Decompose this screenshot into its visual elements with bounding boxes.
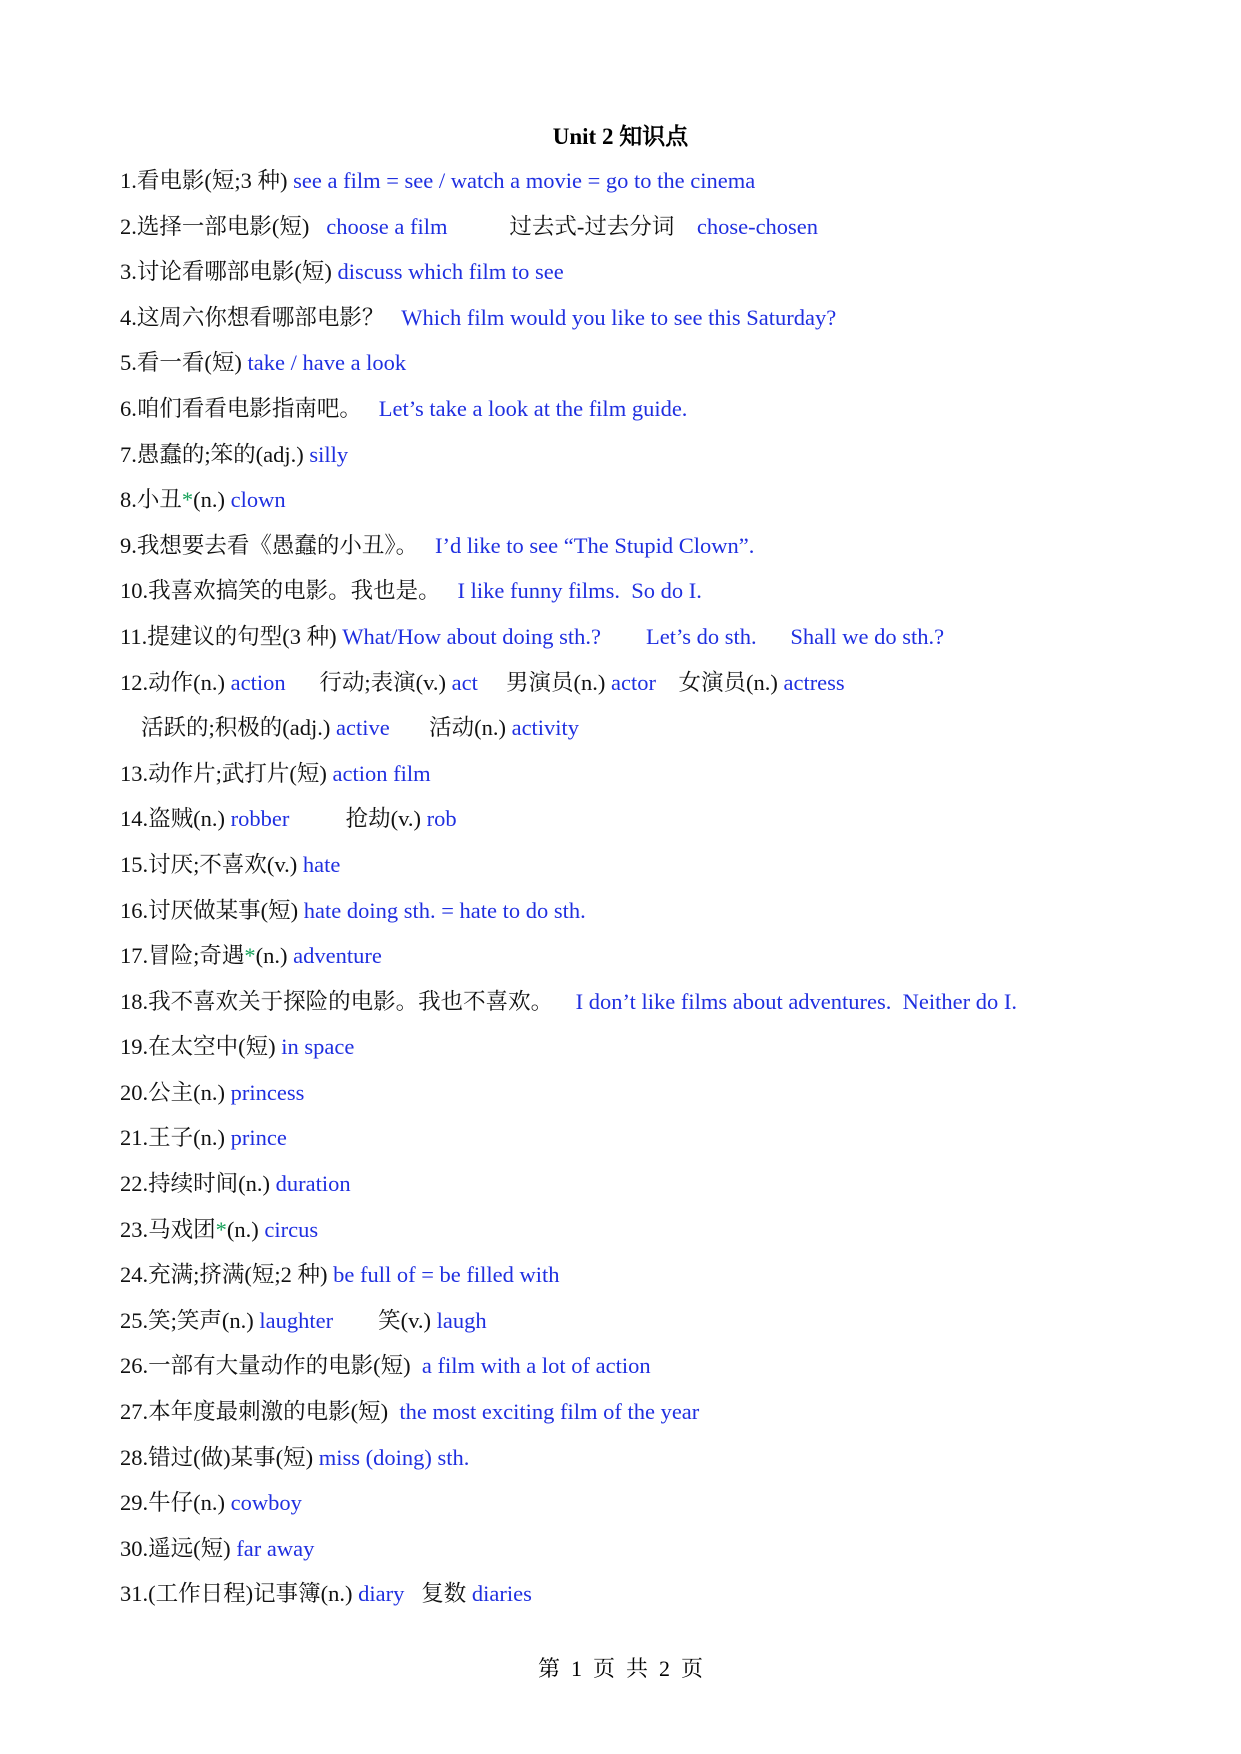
chinese-text: 26.一部有大量动作的电影(短) xyxy=(120,1353,422,1379)
english-answer: in space xyxy=(281,1034,355,1060)
knowledge-line xyxy=(120,1256,1220,1302)
chinese-text: (n.) xyxy=(255,943,294,969)
chinese-text: 22.持续时间(n.) xyxy=(120,1171,276,1197)
chinese-text: 17.冒险;奇遇 xyxy=(120,943,245,969)
chinese-text: 31.(工作日程)记事簿(n.) xyxy=(120,1581,359,1607)
english-answer: Let’s do sth. xyxy=(646,623,757,649)
chinese-text: 1.看电影(短;3 种) xyxy=(120,168,294,193)
english-answer: silly xyxy=(309,441,349,467)
english-answer: rob xyxy=(426,806,457,832)
chinese-text: (n.) xyxy=(226,1216,265,1242)
chinese-text: 4.这周六你想看哪部电影？ xyxy=(120,304,402,330)
english-answer: laugh xyxy=(436,1307,487,1333)
chinese-text: 30.遥远(短) xyxy=(120,1535,237,1561)
english-answer: I like funny films. So do I. xyxy=(457,578,702,604)
knowledge-line xyxy=(120,1302,1220,1348)
knowledge-line xyxy=(120,1530,1220,1576)
chinese-text: 29.牛仔(n.) xyxy=(120,1490,231,1516)
knowledge-line xyxy=(120,208,1220,254)
english-answer: actor xyxy=(611,669,656,695)
english-answer: What/How about doing sth.? xyxy=(342,623,601,649)
english-answer: prince xyxy=(230,1125,287,1151)
english-answer: action film xyxy=(332,760,431,786)
chinese-text: 13.动作片;武打片(短) xyxy=(120,760,333,786)
knowledge-line xyxy=(120,709,1220,755)
chinese-text: 男演员(n.) xyxy=(477,669,611,695)
knowledge-line xyxy=(120,344,1220,390)
knowledge-line xyxy=(120,937,1220,983)
english-answer: Shall we do sth.? xyxy=(790,623,945,649)
knowledge-line xyxy=(120,800,1220,846)
chinese-text: 23.马戏团 xyxy=(120,1216,216,1242)
knowledge-line xyxy=(120,1211,1220,1257)
knowledge-line xyxy=(120,481,1220,527)
knowledge-line xyxy=(120,1484,1220,1530)
english-answer: circus xyxy=(264,1216,319,1242)
chinese-text: 2.选择一部电影(短) xyxy=(120,213,327,239)
knowledge-line xyxy=(120,618,1220,664)
chinese-text: 14.盗贼(n.) xyxy=(120,806,231,832)
knowledge-line xyxy=(120,1575,1220,1621)
knowledge-line xyxy=(120,572,1220,618)
chinese-text: 10.我喜欢搞笑的电影。我也是。 xyxy=(120,578,458,604)
chinese-text: 19.在太空中(短) xyxy=(120,1034,282,1060)
knowledge-line xyxy=(120,527,1220,573)
chinese-text: 7.愚蠢的;笨的(adj.) xyxy=(120,441,310,467)
english-answer: princess xyxy=(230,1079,305,1105)
knowledge-line xyxy=(120,1119,1220,1165)
chinese-text: 活跃的;积极的(adj.) xyxy=(141,715,336,741)
english-answer: cowboy xyxy=(230,1490,302,1516)
english-answer: diaries xyxy=(471,1581,532,1607)
knowledge-line xyxy=(120,390,1220,436)
english-answer: actress xyxy=(783,669,845,695)
asterisk-mark: * xyxy=(244,943,256,969)
knowledge-line xyxy=(120,755,1220,801)
chinese-text: 抢劫(v.) xyxy=(289,806,427,832)
english-answer: the most exciting film of the year xyxy=(399,1399,700,1425)
english-answer: choose a film xyxy=(326,213,448,239)
knowledge-line xyxy=(120,1074,1220,1120)
asterisk-mark: * xyxy=(181,487,194,513)
knowledge-line xyxy=(120,1347,1220,1393)
page-title: Unit 2 知识点 xyxy=(552,124,689,149)
chinese-text: 12.动作(n.) xyxy=(120,669,231,695)
english-answer: act xyxy=(451,669,478,695)
english-answer: far away xyxy=(236,1535,315,1561)
chinese-text: 8.小丑 xyxy=(120,487,182,513)
knowledge-point-list xyxy=(120,162,1220,1621)
chinese-text: 活动(n.) xyxy=(389,715,512,741)
chinese-text: 21.王子(n.) xyxy=(120,1125,231,1151)
english-answer: Let’s take a look at the film guide. xyxy=(378,395,688,421)
chinese-text: 27.本年度最刺激的电影(短) xyxy=(120,1399,400,1425)
english-answer: robber xyxy=(230,806,290,832)
english-answer: active xyxy=(335,715,390,741)
knowledge-line xyxy=(120,1393,1220,1439)
knowledge-line xyxy=(120,664,1220,710)
knowledge-line xyxy=(120,1439,1220,1485)
english-answer: laughter xyxy=(259,1307,334,1333)
english-answer: take / have a look xyxy=(247,350,407,376)
english-answer: discuss which film to see xyxy=(337,259,564,285)
english-answer: I don’t like films about adventures. Neither do I. xyxy=(575,988,1017,1014)
knowledge-line xyxy=(120,162,1220,208)
chinese-text: 5.看一看(短) xyxy=(120,350,248,376)
knowledge-line xyxy=(120,1028,1220,1074)
english-answer: clown xyxy=(230,487,286,513)
chinese-text: 24.充满;挤满(短;2 种) xyxy=(120,1262,334,1288)
chinese-text: 6.咱们看看电影指南吧。 xyxy=(120,395,379,421)
chinese-text: 18.我不喜欢关于探险的电影。我也不喜欢。 xyxy=(120,988,576,1014)
chinese-text: 28.错过(做)某事(短) xyxy=(120,1444,319,1470)
chinese-text: 行动;表演(v.) xyxy=(285,669,452,695)
chinese-text: 过去式-过去分词 xyxy=(447,213,697,239)
english-answer: a film with a lot of action xyxy=(421,1353,651,1379)
english-answer: activity xyxy=(511,715,580,741)
english-answer: adventure xyxy=(293,943,382,969)
english-answer: action xyxy=(230,669,286,695)
english-answer: duration xyxy=(275,1171,351,1197)
english-answer: hate xyxy=(302,851,341,877)
knowledge-line xyxy=(120,892,1220,938)
knowledge-line xyxy=(120,846,1220,892)
knowledge-line xyxy=(120,1165,1220,1211)
chinese-text: 3.讨论看哪部电影(短) xyxy=(120,259,338,285)
chinese-text xyxy=(601,624,646,649)
chinese-text: 16.讨厌做某事(短) xyxy=(120,897,304,923)
english-answer: chose-chosen xyxy=(696,213,819,239)
english-answer: be full of = be filled with xyxy=(333,1262,560,1288)
english-answer: miss (doing) sth. xyxy=(318,1444,470,1470)
english-answer: hate doing sth. = hate to do sth. xyxy=(303,897,586,923)
page-footer: 第 1 页 共 2 页 xyxy=(537,1656,703,1681)
chinese-text: 15.讨厌;不喜欢(v.) xyxy=(120,851,303,877)
chinese-text: 复数 xyxy=(404,1581,472,1607)
chinese-text: 11.提建议的句型(3 种) xyxy=(120,623,343,649)
chinese-text: (n.) xyxy=(193,487,231,513)
chinese-text: 笑(v.) xyxy=(333,1307,437,1333)
chinese-text: 女演员(n.) xyxy=(655,669,784,695)
english-answer: diary xyxy=(358,1581,405,1607)
knowledge-line xyxy=(120,253,1220,299)
chinese-text xyxy=(757,624,791,649)
chinese-text: 20.公主(n.) xyxy=(120,1079,231,1105)
english-answer: Which film would you like to see this Saturday? xyxy=(401,304,837,330)
english-answer: I’d like to see “The Stupid Clown”. xyxy=(435,532,755,558)
knowledge-line xyxy=(120,983,1220,1029)
chinese-text: 9.我想要去看《愚蠢的小丑》。 xyxy=(120,532,436,558)
asterisk-mark: * xyxy=(215,1216,227,1242)
knowledge-line xyxy=(120,299,1220,345)
knowledge-line xyxy=(120,436,1220,482)
chinese-text: 25.笑;笑声(n.) xyxy=(120,1307,260,1333)
english-answer: see a film = see / watch a movie = go to the cinema xyxy=(293,168,756,193)
